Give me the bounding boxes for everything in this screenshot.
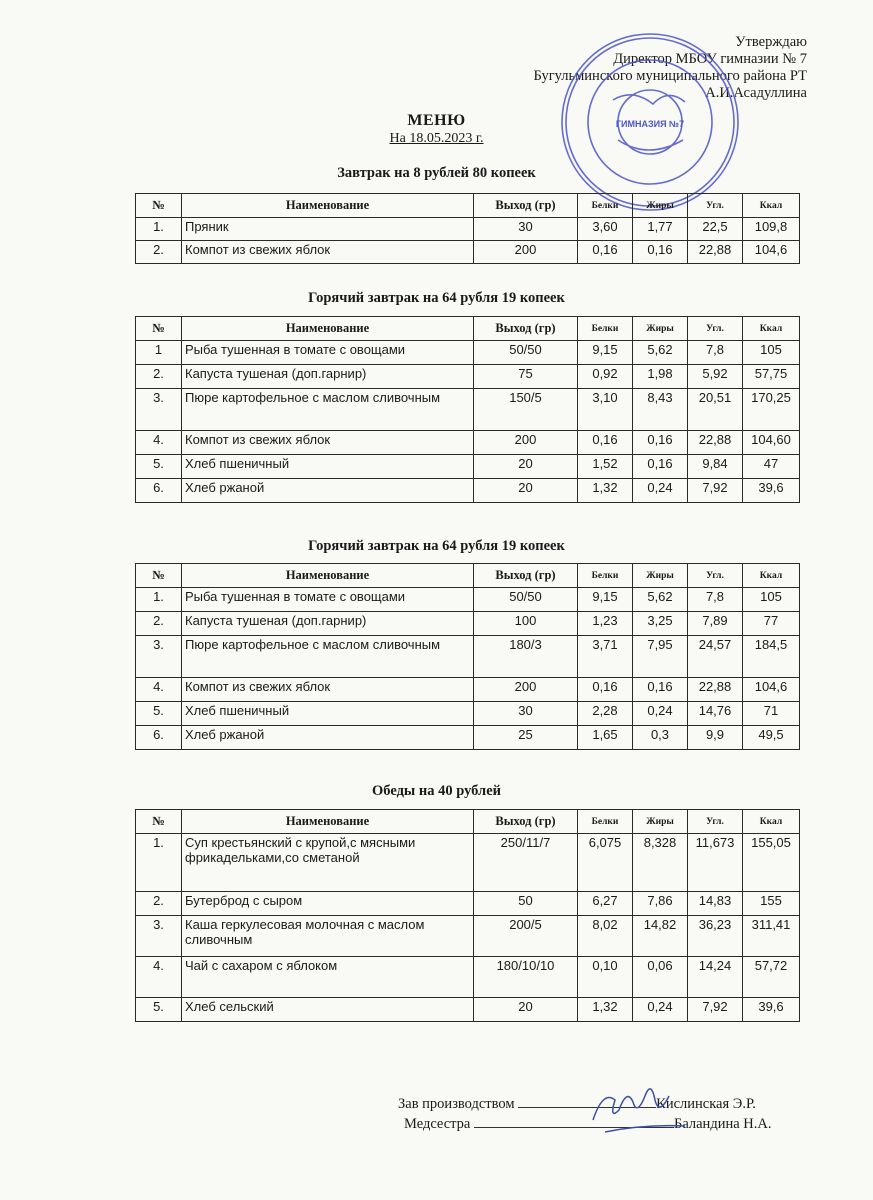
cell-k: 155: [743, 892, 800, 916]
cell-c: 7,8: [688, 341, 743, 365]
table-row: [136, 916, 800, 957]
cell-b: 3,10: [578, 389, 633, 431]
cell-name: Хлеб сельский: [182, 998, 474, 1022]
cell-b: 6,27: [578, 892, 633, 916]
cell-c: 22,88: [688, 431, 743, 455]
section-heading-hot-breakfast-2: Горячий завтрак на 64 рубля 19 копеек: [308, 538, 565, 554]
cell-name: Хлеб ржаной: [182, 726, 474, 750]
table-row: [136, 957, 800, 998]
cell-name: Компот из свежих яблок: [182, 678, 474, 702]
cell-k: 104,6: [743, 678, 800, 702]
menu-table-hot-breakfast-2: [135, 563, 800, 750]
cell-f: 1,98: [633, 365, 688, 389]
cell-f: 14,82: [633, 916, 688, 957]
cell-c: 9,84: [688, 455, 743, 479]
cell-b: 1,52: [578, 455, 633, 479]
cell-c: 11,673: [688, 834, 743, 892]
cell-name: Компот из свежих яблок: [182, 241, 474, 264]
table-row: [136, 431, 800, 455]
cell-b: 0,16: [578, 678, 633, 702]
cell-k: 57,75: [743, 365, 800, 389]
cell-b: 1,23: [578, 612, 633, 636]
table-row: [136, 365, 800, 389]
table-row: [136, 218, 800, 241]
signature-line-production: [398, 1096, 756, 1113]
column-header: №: [136, 564, 182, 588]
section-heading-breakfast: Завтрак на 8 рублей 80 копеек: [337, 165, 536, 181]
cell-num: 3.: [136, 389, 182, 431]
approval-director: Директор МБОУ гимназии № 7: [613, 51, 807, 67]
cell-num: 4.: [136, 678, 182, 702]
cell-k: 104,6: [743, 241, 800, 264]
cell-c: 14,76: [688, 702, 743, 726]
cell-f: 0,16: [633, 455, 688, 479]
cell-name: Капуста тушеная (доп.гарнир): [182, 365, 474, 389]
menu-title-block: [0, 112, 873, 147]
cell-num: 6.: [136, 479, 182, 503]
table-row: [136, 455, 800, 479]
cell-out: 200/5: [474, 916, 578, 957]
cell-out: 50: [474, 892, 578, 916]
table-row: [136, 726, 800, 750]
cell-k: 77: [743, 612, 800, 636]
column-header: Наименование: [182, 317, 474, 341]
cell-b: 3,60: [578, 218, 633, 241]
cell-k: 105: [743, 341, 800, 365]
cell-k: 39,6: [743, 998, 800, 1022]
cell-c: 22,88: [688, 241, 743, 264]
cell-name: Рыба тушенная в томате с овощами: [182, 588, 474, 612]
cell-num: 5.: [136, 702, 182, 726]
cell-c: 7,8: [688, 588, 743, 612]
cell-num: 6.: [136, 726, 182, 750]
approval-district: Бугульминского муниципального района РТ: [533, 68, 807, 84]
cell-out: 200: [474, 431, 578, 455]
signature-person: Баландина Н.А.: [674, 1116, 772, 1132]
column-header: Жиры: [633, 810, 688, 834]
cell-name: Компот из свежих яблок: [182, 431, 474, 455]
signature-role: Зав производством: [398, 1096, 515, 1112]
cell-num: 2.: [136, 365, 182, 389]
column-header: Угл.: [688, 317, 743, 341]
table-row: [136, 389, 800, 431]
cell-num: 4.: [136, 957, 182, 998]
column-header: Жиры: [633, 317, 688, 341]
approval-name: А.И.Асадуллина: [705, 85, 807, 101]
cell-c: 14,24: [688, 957, 743, 998]
menu-table-breakfast: [135, 193, 800, 264]
signature-person: Кислинская Э.Р.: [656, 1096, 756, 1112]
column-header: Ккал: [743, 317, 800, 341]
column-header: Ккал: [743, 564, 800, 588]
cell-b: 3,71: [578, 636, 633, 678]
page-title: МЕНЮ: [407, 112, 466, 129]
cell-k: 39,6: [743, 479, 800, 503]
cell-c: 14,83: [688, 892, 743, 916]
cell-out: 50/50: [474, 588, 578, 612]
cell-name: Каша геркулесовая молочная с маслом сливочным: [182, 916, 474, 957]
cell-f: 0,24: [633, 479, 688, 503]
cell-name: Хлеб ржаной: [182, 479, 474, 503]
table-row: [136, 612, 800, 636]
cell-num: 4.: [136, 431, 182, 455]
cell-c: 9,9: [688, 726, 743, 750]
column-header: Выход (гр): [474, 810, 578, 834]
table-row: [136, 241, 800, 264]
cell-out: 100: [474, 612, 578, 636]
cell-c: 24,57: [688, 636, 743, 678]
column-header: Наименование: [182, 810, 474, 834]
table-header-row: [136, 194, 800, 218]
cell-b: 9,15: [578, 588, 633, 612]
cell-f: 3,25: [633, 612, 688, 636]
cell-out: 20: [474, 998, 578, 1022]
column-header: Наименование: [182, 564, 474, 588]
cell-k: 184,5: [743, 636, 800, 678]
cell-num: 1: [136, 341, 182, 365]
cell-c: 7,89: [688, 612, 743, 636]
cell-name: Капуста тушеная (доп.гарнир): [182, 612, 474, 636]
column-header: Жиры: [633, 194, 688, 218]
cell-b: 0,16: [578, 241, 633, 264]
cell-b: 6,075: [578, 834, 633, 892]
cell-name: Бутерброд с сыром: [182, 892, 474, 916]
cell-name: Пюре картофельное с маслом сливочным: [182, 389, 474, 431]
cell-name: Пюре картофельное с маслом сливочным: [182, 636, 474, 678]
cell-b: 8,02: [578, 916, 633, 957]
cell-num: 2.: [136, 612, 182, 636]
column-header: Выход (гр): [474, 194, 578, 218]
cell-f: 7,95: [633, 636, 688, 678]
cell-num: 1.: [136, 834, 182, 892]
cell-num: 3.: [136, 636, 182, 678]
cell-f: 0,24: [633, 998, 688, 1022]
table-row: [136, 636, 800, 678]
cell-out: 75: [474, 365, 578, 389]
cell-out: 50/50: [474, 341, 578, 365]
cell-k: 311,41: [743, 916, 800, 957]
cell-out: 180/10/10: [474, 957, 578, 998]
cell-f: 0,16: [633, 431, 688, 455]
cell-b: 1,65: [578, 726, 633, 750]
section-heading-lunch: Обеды на 40 рублей: [372, 783, 501, 799]
cell-name: Чай с сахаром с яблоком: [182, 957, 474, 998]
cell-f: 5,62: [633, 588, 688, 612]
cell-b: 2,28: [578, 702, 633, 726]
cell-c: 5,92: [688, 365, 743, 389]
cell-num: 5.: [136, 998, 182, 1022]
cell-f: 7,86: [633, 892, 688, 916]
column-header: Выход (гр): [474, 317, 578, 341]
column-header: №: [136, 194, 182, 218]
column-header: Белки: [578, 194, 633, 218]
table-row: [136, 479, 800, 503]
column-header: Белки: [578, 564, 633, 588]
column-header: Жиры: [633, 564, 688, 588]
cell-k: 109,8: [743, 218, 800, 241]
cell-f: 1,77: [633, 218, 688, 241]
menu-table-hot-breakfast-1: [135, 316, 800, 503]
cell-f: 0,16: [633, 678, 688, 702]
cell-c: 7,92: [688, 998, 743, 1022]
column-header: Угл.: [688, 194, 743, 218]
cell-b: 1,32: [578, 998, 633, 1022]
cell-num: 3.: [136, 916, 182, 957]
table-row: [136, 834, 800, 892]
cell-k: 170,25: [743, 389, 800, 431]
cell-out: 180/3: [474, 636, 578, 678]
column-header: Белки: [578, 810, 633, 834]
cell-f: 0,06: [633, 957, 688, 998]
column-header: №: [136, 810, 182, 834]
cell-name: Пряник: [182, 218, 474, 241]
cell-c: 20,51: [688, 389, 743, 431]
table-header-row: [136, 810, 800, 834]
column-header: Ккал: [743, 810, 800, 834]
cell-f: 0,24: [633, 702, 688, 726]
cell-name: Суп крестьянский с крупой,с мясными фрикадельками,со сметаной: [182, 834, 474, 892]
table-header-row: [136, 564, 800, 588]
cell-num: 1.: [136, 588, 182, 612]
cell-num: 1.: [136, 218, 182, 241]
cell-k: 71: [743, 702, 800, 726]
handwritten-signature-icon: [585, 1072, 695, 1142]
cell-b: 0,10: [578, 957, 633, 998]
cell-name: Хлеб пшеничный: [182, 455, 474, 479]
cell-num: 2.: [136, 241, 182, 264]
cell-b: 0,16: [578, 431, 633, 455]
approval-line: Утверждаю: [735, 34, 807, 50]
cell-k: 155,05: [743, 834, 800, 892]
cell-num: 2.: [136, 892, 182, 916]
cell-k: 57,72: [743, 957, 800, 998]
cell-out: 200: [474, 241, 578, 264]
table-row: [136, 588, 800, 612]
cell-b: 0,92: [578, 365, 633, 389]
cell-c: 22,5: [688, 218, 743, 241]
seal-text: ГИМНАЗИЯ №7: [615, 119, 685, 129]
column-header: Выход (гр): [474, 564, 578, 588]
cell-out: 250/11/7: [474, 834, 578, 892]
table-row: [136, 998, 800, 1022]
column-header: Белки: [578, 317, 633, 341]
cell-c: 36,23: [688, 916, 743, 957]
cell-k: 47: [743, 455, 800, 479]
section-heading-hot-breakfast-1: Горячий завтрак на 64 рубля 19 копеек: [308, 290, 565, 306]
table-row: [136, 702, 800, 726]
cell-f: 0,3: [633, 726, 688, 750]
cell-out: 200: [474, 678, 578, 702]
cell-out: 20: [474, 455, 578, 479]
cell-c: 7,92: [688, 479, 743, 503]
cell-c: 22,88: [688, 678, 743, 702]
table-header-row: [136, 317, 800, 341]
cell-out: 30: [474, 702, 578, 726]
menu-date: На 18.05.2023 г.: [389, 131, 484, 146]
cell-f: 8,43: [633, 389, 688, 431]
cell-b: 9,15: [578, 341, 633, 365]
cell-f: 0,16: [633, 241, 688, 264]
cell-b: 1,32: [578, 479, 633, 503]
column-header: Ккал: [743, 194, 800, 218]
cell-f: 8,328: [633, 834, 688, 892]
menu-table-lunch: [135, 809, 800, 1022]
table-row: [136, 678, 800, 702]
cell-k: 105: [743, 588, 800, 612]
table-row: [136, 341, 800, 365]
cell-k: 104,60: [743, 431, 800, 455]
column-header: №: [136, 317, 182, 341]
cell-out: 30: [474, 218, 578, 241]
cell-f: 5,62: [633, 341, 688, 365]
signature-role: Медсестра: [404, 1116, 471, 1132]
cell-out: 20: [474, 479, 578, 503]
cell-name: Хлеб пшеничный: [182, 702, 474, 726]
cell-name: Рыба тушенная в томате с овощами: [182, 341, 474, 365]
table-row: [136, 892, 800, 916]
cell-num: 5.: [136, 455, 182, 479]
column-header: Угл.: [688, 810, 743, 834]
column-header: Угл.: [688, 564, 743, 588]
cell-k: 49,5: [743, 726, 800, 750]
cell-out: 25: [474, 726, 578, 750]
cell-out: 150/5: [474, 389, 578, 431]
column-header: Наименование: [182, 194, 474, 218]
